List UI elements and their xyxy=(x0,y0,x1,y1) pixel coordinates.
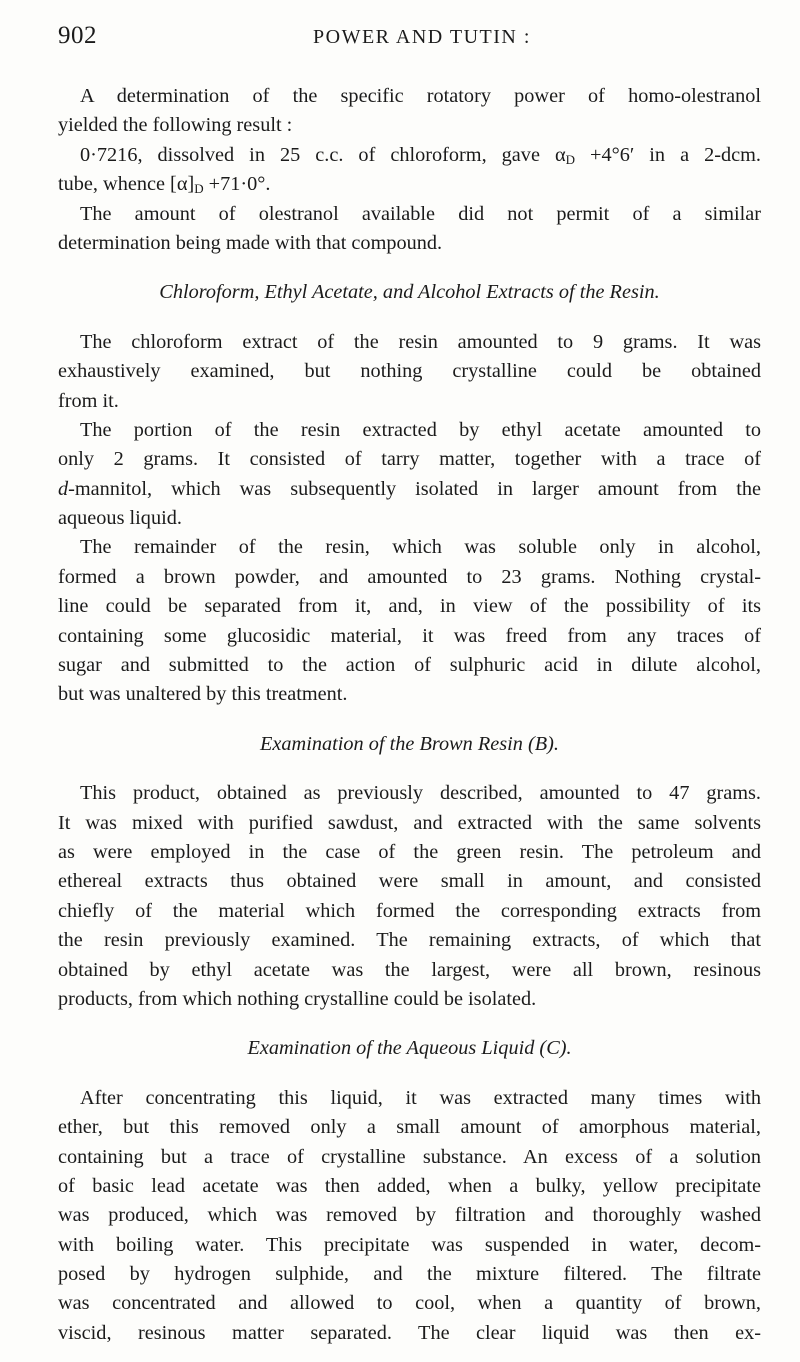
text-line: chiefly of the material which formed the corresponding extracts from xyxy=(58,899,761,922)
text-line: The remainder of the resin, which was soluble only in alcohol, xyxy=(80,536,761,559)
text-line: The portion of the resin extracted by ethyl acetate amounted to xyxy=(80,418,761,441)
paragraph-aqueous-liquid xyxy=(58,1084,761,1349)
text-line: exhaustively examined, but nothing crystalline could be obtained xyxy=(58,360,761,383)
text-line: was concentrated and allowed to cool, when a quantity of brown, xyxy=(58,1292,761,1315)
paragraph-olestranol xyxy=(58,200,761,259)
text-line: viscid, resinous matter separated. The clear liquid was then ex- xyxy=(58,1321,761,1344)
text-line: the resin previously examined. The remaining extracts, of which that xyxy=(58,929,761,952)
section-heading-brown-resin: Examination of the Brown Resin (B). xyxy=(260,732,559,755)
text-line: from it. xyxy=(58,389,119,412)
text-line: determination being made with that compound. xyxy=(58,231,443,254)
body-text xyxy=(58,82,761,1348)
text-line: but was unaltered by this treatment. xyxy=(58,683,348,706)
paragraph-rotation-result xyxy=(58,82,761,200)
text-line: ether, but this removed only a small amount of amorphous material, xyxy=(58,1116,761,1139)
running-title: POWER AND TUTIN : xyxy=(313,26,531,48)
text-line: 0·7216, dissolved in 25 c.c. of chloroform, gave $\alpha_D +4^\circ 6'$ in a 2-dcm. xyxy=(80,143,761,167)
text-line: tube, whence $[\alpha]_D +71\cdot 0^\circ$. xyxy=(58,173,271,197)
text-line: d-mannitol, which was subsequently isolated in larger amount from the xyxy=(58,477,761,500)
paragraph-brown-resin xyxy=(58,779,761,1014)
text-line: ethereal extracts thus obtained were small in amount, and consisted xyxy=(58,870,761,893)
text-line: sugar and submitted to the action of sulphuric acid in dilute alcohol, xyxy=(58,654,761,677)
text-line: as were employed in the case of the green resin. The petroleum and xyxy=(58,840,761,863)
text-line: with boiling water. This precipitate was suspended in water, decom- xyxy=(58,1233,761,1256)
text-line: After concentrating this liquid, it was extracted many times with xyxy=(80,1086,761,1109)
text-line: yielded the following result : xyxy=(58,114,293,137)
page-number: 902 xyxy=(58,22,97,49)
paragraph-ethyl-acetate xyxy=(58,416,761,534)
text-line: The chloroform extract of the resin amounted to 9 grams. It was xyxy=(80,330,761,353)
text-line: containing but a trace of crystalline substance. An excess of a solution xyxy=(58,1145,761,1168)
text-line: containing some glucosidic material, it was freed from any traces of xyxy=(58,624,761,647)
text-line: was produced, which was removed by filtration and thoroughly washed xyxy=(58,1204,761,1227)
text-line: of basic lead acetate was then added, when a bulky, yellow precipitate xyxy=(58,1174,761,1197)
text-line: obtained by ethyl acetate was the largest, were all brown, resinous xyxy=(58,958,761,981)
text-line: It was mixed with purified sawdust, and extracted with the same solvents xyxy=(58,811,761,834)
text-line: formed a brown powder, and amounted to 23 grams. Nothing crystal- xyxy=(58,565,761,588)
text-line: This product, obtained as previously described, amounted to 47 grams. xyxy=(80,782,761,805)
section-heading-aqueous-liquid: Examination of the Aqueous Liquid (C). xyxy=(247,1037,572,1060)
text-line: A determination of the specific rotatory power of homo-olestranol xyxy=(80,85,761,107)
page-header xyxy=(58,22,758,62)
text-line: only 2 grams. It consisted of tarry matter, together with a trace of xyxy=(58,448,761,471)
text-line: aqueous liquid. xyxy=(58,507,182,530)
text-line: The amount of olestranol available did not permit of a similar xyxy=(80,202,761,225)
paragraph-alcohol-extract xyxy=(58,533,761,709)
paragraph-chloroform-extract xyxy=(58,328,761,416)
text-line: line could be separated from it, and, in view of the possibility of its xyxy=(58,595,761,618)
section-heading-extracts: Chloroform, Ethyl Acetate, and Alcohol Extracts of the Resin. xyxy=(159,281,660,304)
text-line: posed by hydrogen sulphide, and the mixture filtered. The filtrate xyxy=(58,1263,761,1286)
text-line: products, from which nothing crystalline could be isolated. xyxy=(58,987,537,1010)
